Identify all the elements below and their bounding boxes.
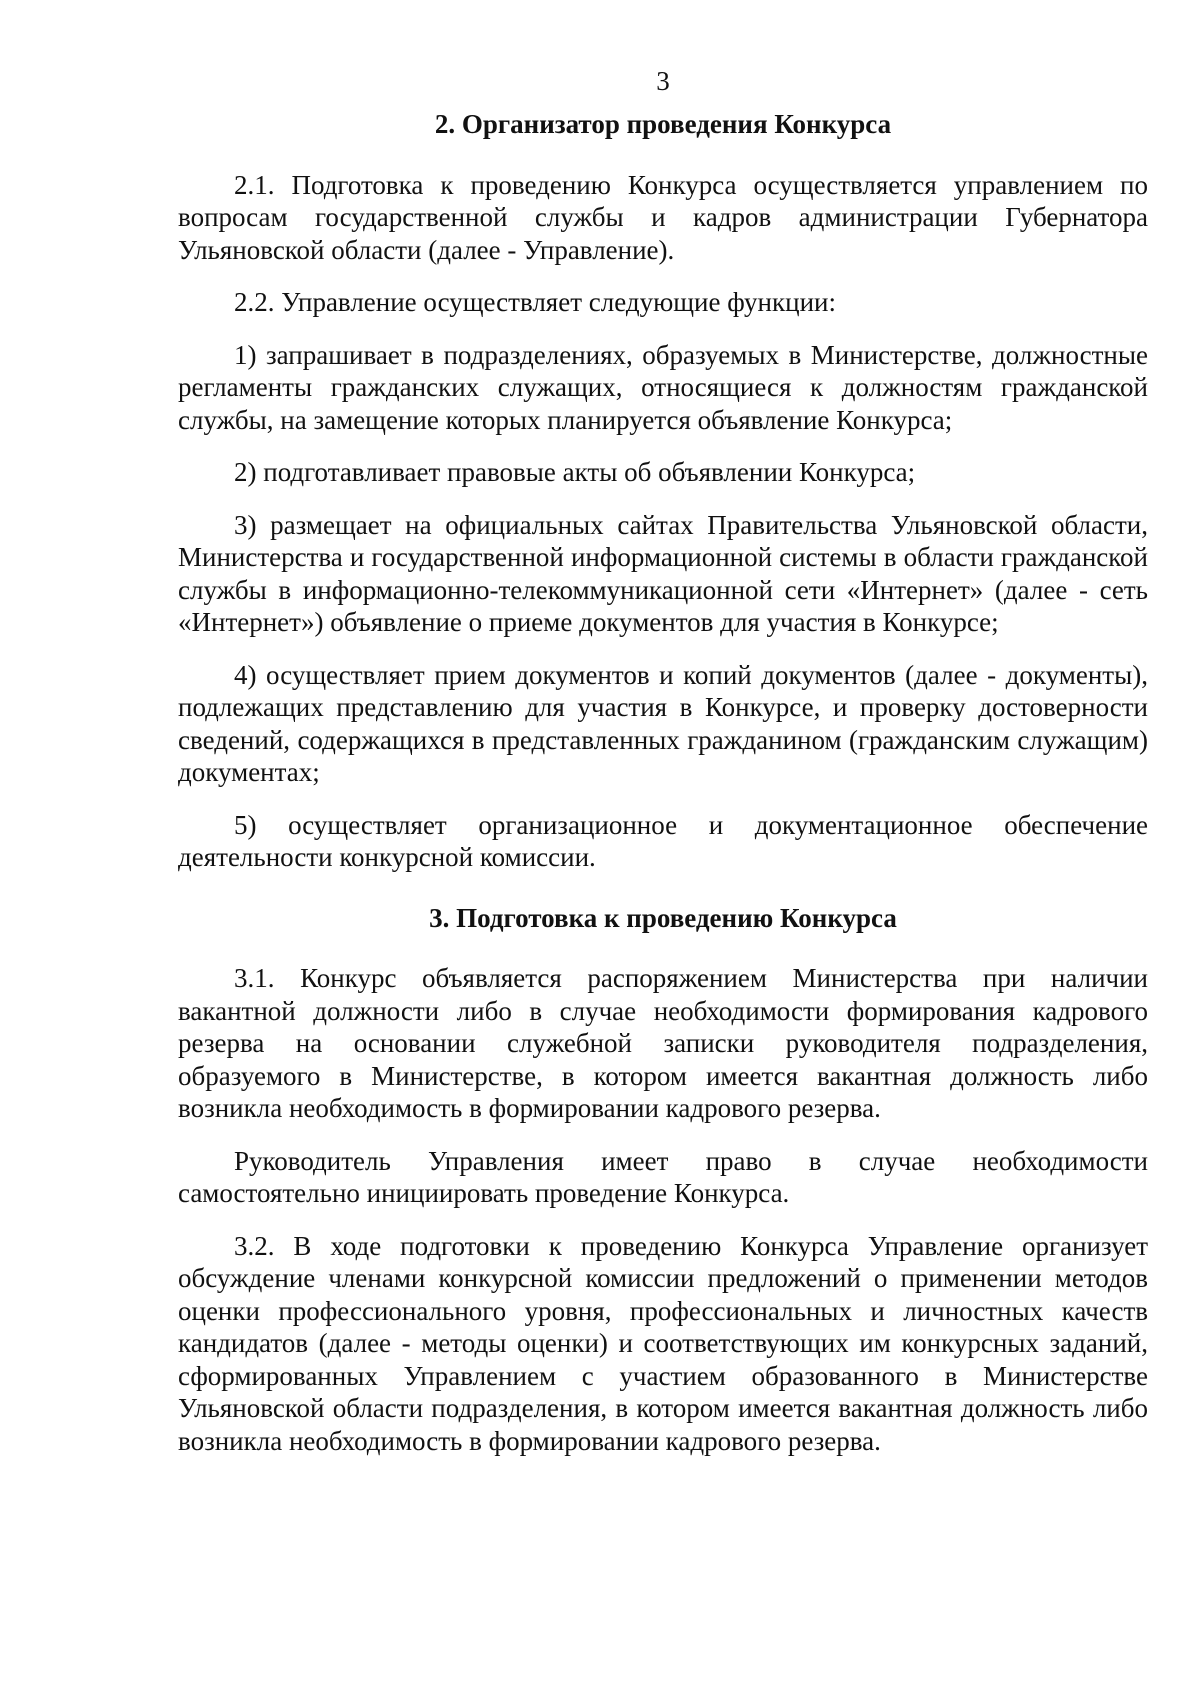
paragraph-3-2: 3.2. В ходе подготовки к проведению Конкурса Управление организует обсуждение членами конкурсной комиссии предложений о применении методов оценки профессионального уровня, профессиональных и личностных качеств кандидатов (далее - методы оценки) и соответствующих им конкурсных заданий, сформированных Управлением с участием образованного в Министерстве Ульяновской области подразделения, в котором имеется вакантная должность либо возникла необходимость в формировании кадрового резерва. xyxy=(178,1230,1148,1456)
paragraph-3-1-head-right: Руководитель Управления имеет право в случае необходимости самостоятельно инициировать проведение Конкурса. xyxy=(178,1145,1148,1208)
document-body xyxy=(178,108,1148,1457)
function-item-4: 4) осуществляет прием документов и копий документов (далее - документы), подлежащих представлению для участия в Конкурсе, и проверку достоверности сведений, содержащихся в представленных гражданином (гражданским служащим) документах; xyxy=(178,659,1148,787)
function-item-2: 2) подготавливает правовые акты об объявлении Конкурса; xyxy=(234,457,916,487)
paragraph-2-2: 2.2. Управление осуществляет следующие функции: xyxy=(234,287,836,317)
paragraph-3-1: 3.1. Конкурс объявляется распоряжением Министерства при наличии вакантной должности либо в случае необходимости формирования кадрового резерва на основании служебной записки руководителя подразделения, образуемого в Министерстве, в котором имеется вакантная должность либо возникла необходимость в формировании кадрового резерва. xyxy=(178,963,1148,1123)
function-item-3: 3) размещает на официальных сайтах Правительства Ульяновской области, Министерства и государственной информационной системы в области гражданской службы в информационно-телекоммуникационной сети «Интернет» (далее - сеть «Интернет») объявление о приеме документов для участия в Конкурсе; xyxy=(178,509,1148,637)
section-2-title: 2. Организатор проведения Конкурса xyxy=(434,109,892,139)
section-3-title: 3. Подготовка к проведению Конкурса xyxy=(429,902,897,933)
function-item-1: 1) запрашивает в подразделениях, образуемых в Министерстве, должностные регламенты гражданских служащих, относящиеся к должностям гражданской службы, на замещение которых планируется объявление Конкурса; xyxy=(178,339,1148,435)
function-item-5: 5) осуществляет организационное и документационное обеспечение деятельности конкурсной комиссии. xyxy=(178,809,1148,872)
paragraph-2-1: 2.1. Подготовка к проведению Конкурса осуществляется управлением по вопросам государственной службы и кадров администрации Губернатора Ульяновской области (далее - Управление). xyxy=(178,169,1148,265)
page-number: 3 xyxy=(656,66,670,96)
